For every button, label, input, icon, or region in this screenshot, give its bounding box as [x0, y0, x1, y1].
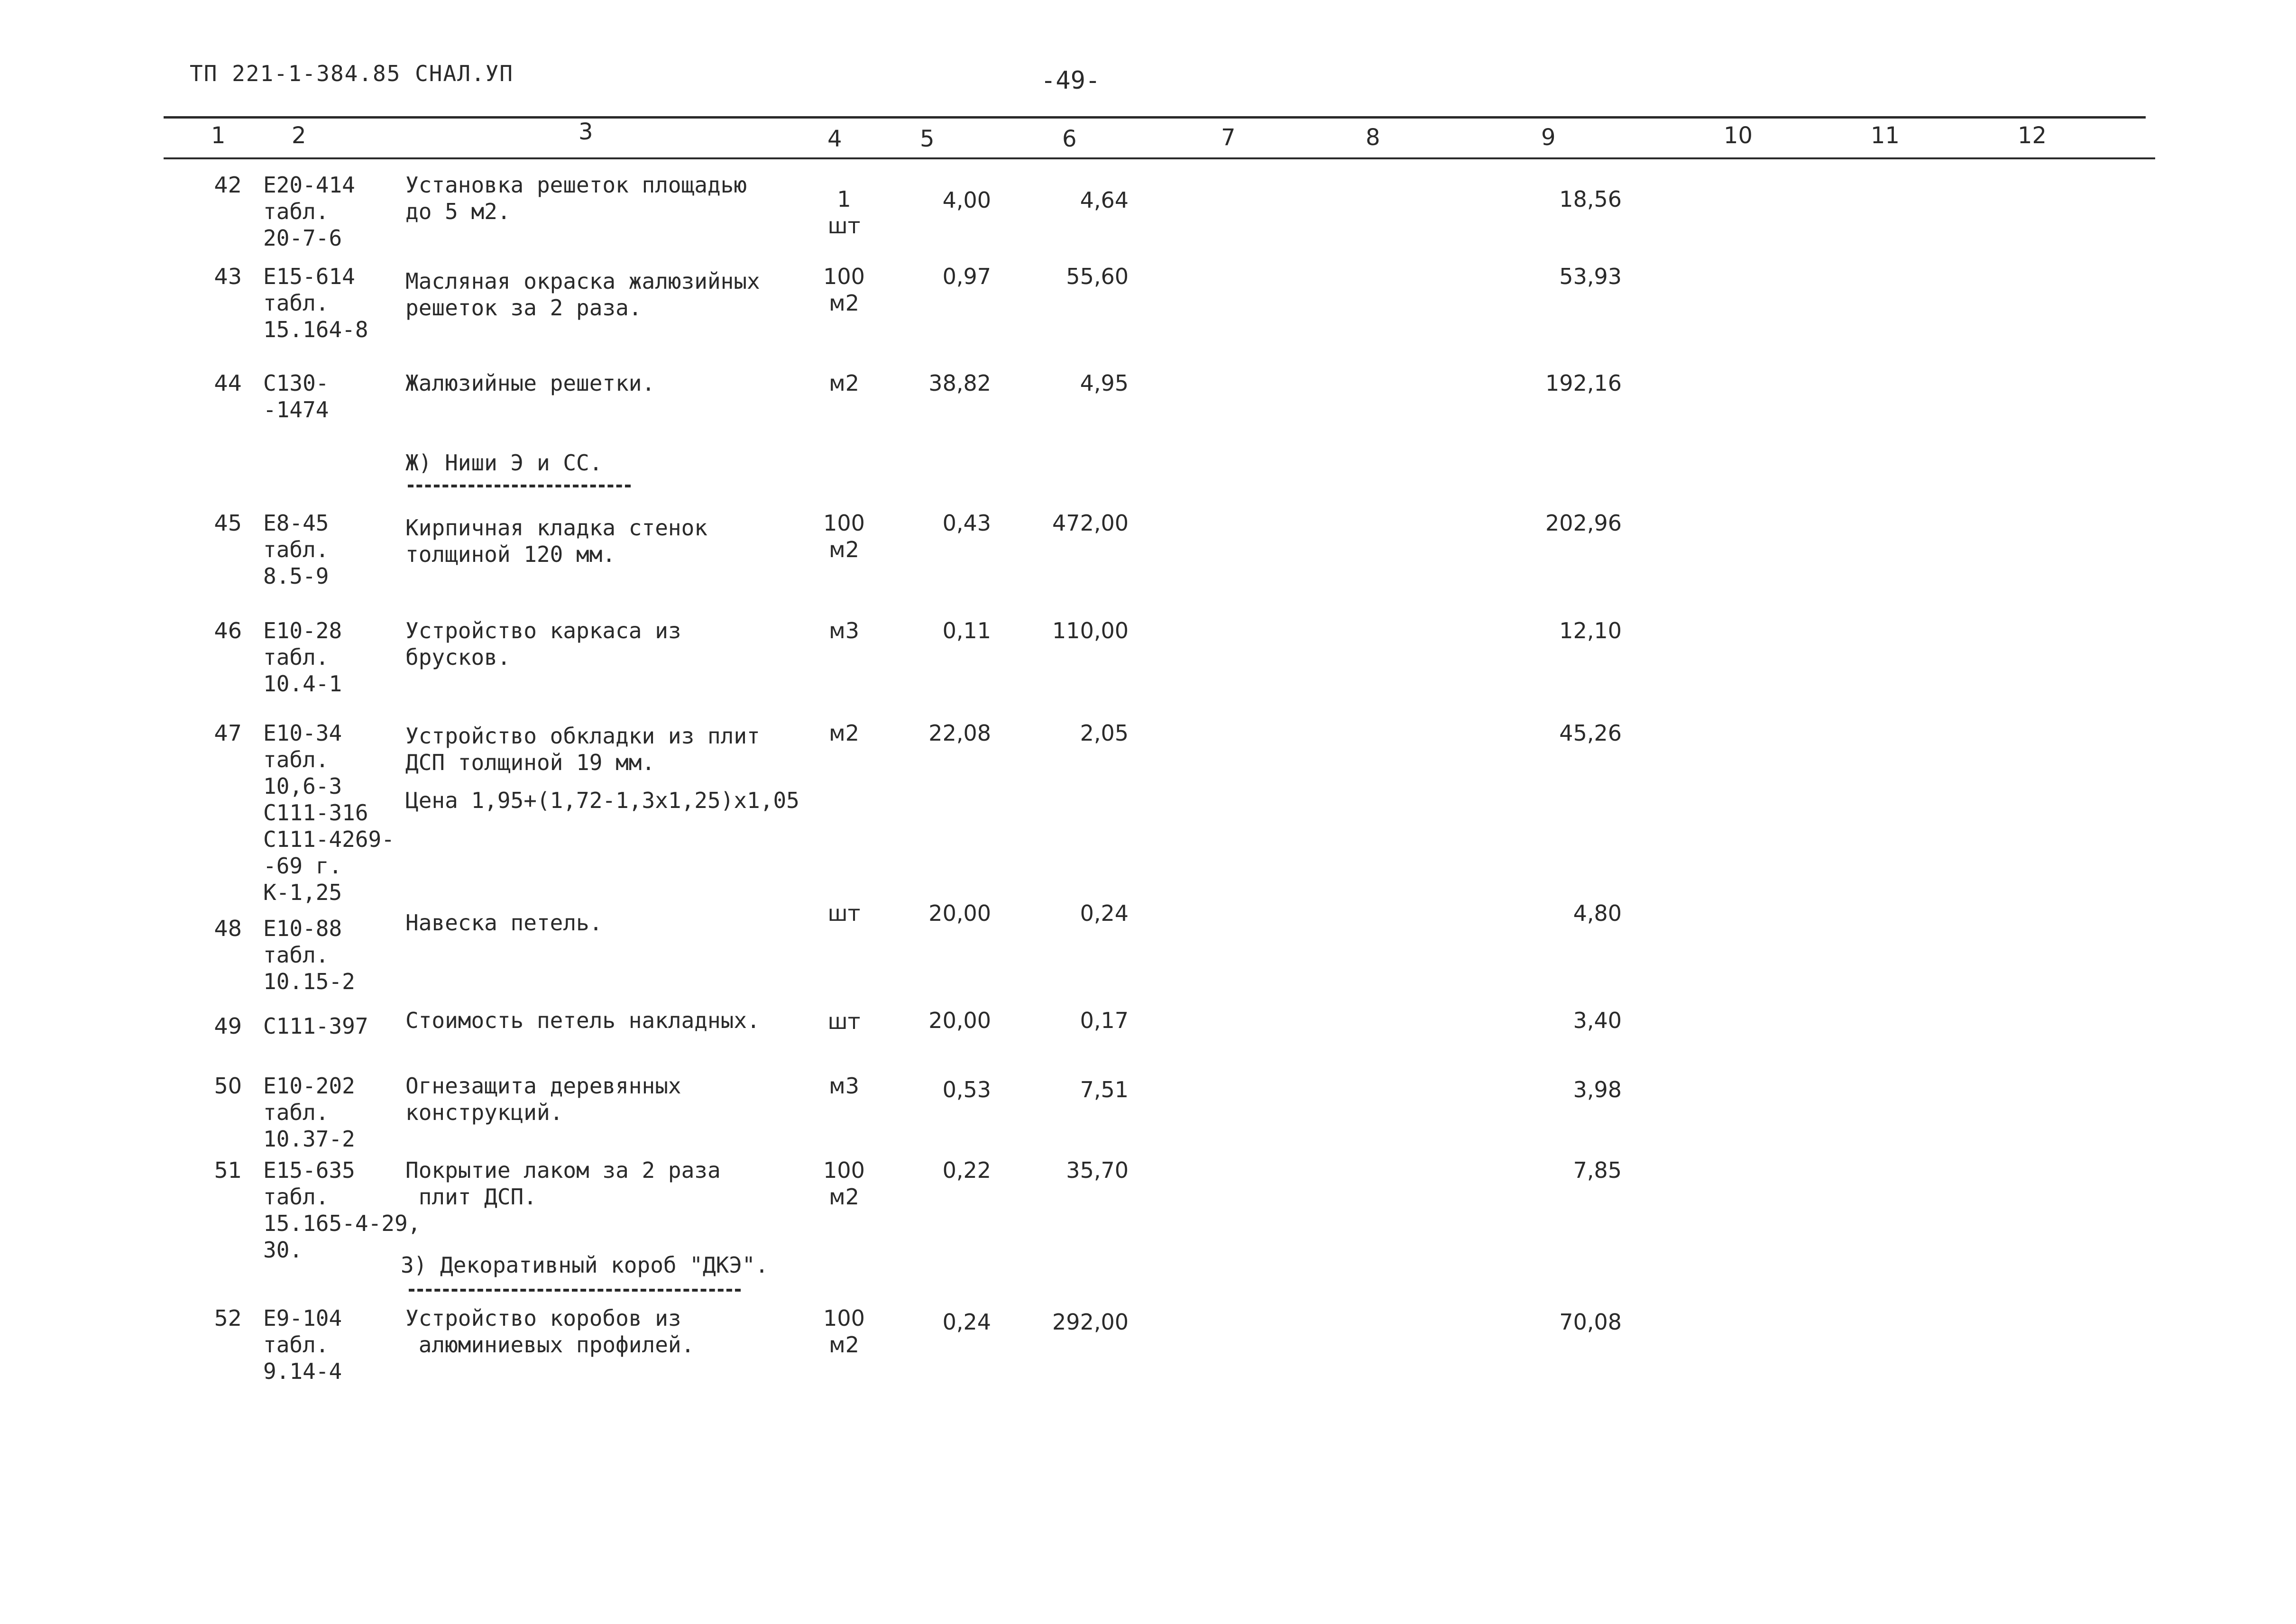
unit-price: 55,60 [1066, 264, 1129, 289]
total-cost: 7,85 [1573, 1157, 1622, 1183]
row-number: 42 [214, 172, 242, 198]
quantity: 0,97 [942, 264, 991, 289]
norm-code: Е10-202 табл. 10.37-2 [263, 1073, 355, 1152]
work-description: Жалюзийные решетки. [405, 370, 655, 396]
unit: 100 м2 [823, 1305, 865, 1358]
quantity: 0,53 [942, 1077, 991, 1102]
row-number: 52 [214, 1305, 242, 1331]
norm-code: Е10-34 табл. 10,6-3 С111-316 С111-4269- -69 г. К-1,25 [263, 720, 395, 905]
unit-price: 472,00 [1052, 510, 1129, 536]
quantity: 4,00 [942, 187, 991, 213]
quantity: 0,24 [942, 1309, 991, 1335]
column-number: 6 [1062, 126, 1077, 152]
norm-code: С111-397 [263, 1013, 368, 1039]
unit-price: 35,70 [1066, 1157, 1129, 1183]
section-heading: З) Декоративный короб "ДКЭ". [401, 1252, 769, 1278]
quantity: 20,00 [928, 1008, 991, 1033]
column-number: 1 [211, 122, 226, 149]
column-number: 10 [1724, 122, 1753, 149]
work-description: Огнезащита деревянных конструкций. [405, 1073, 681, 1125]
total-cost: 45,26 [1559, 720, 1622, 746]
table-top-rule [164, 116, 2146, 119]
row-number: 49 [214, 1013, 242, 1039]
quantity: 22,08 [928, 720, 991, 746]
column-number: 8 [1366, 124, 1380, 151]
unit: шт [827, 1009, 861, 1034]
unit-price: 110,00 [1052, 618, 1129, 643]
norm-code: Е10-28 табл. 10.4-1 [263, 618, 342, 697]
norm-code: Е9-104 табл. 9.14-4 [263, 1305, 342, 1384]
column-number: 4 [827, 126, 842, 152]
unit: м3 [829, 618, 859, 643]
unit-price: 4,64 [1080, 187, 1129, 213]
unit: м3 [829, 1073, 859, 1099]
section-heading: Ж) Ниши Э и СС. [405, 450, 603, 476]
work-description: Покрытие лаком за 2 раза плит ДСП. [405, 1157, 721, 1210]
row-number: 43 [214, 264, 242, 289]
quantity: 20,00 [928, 900, 991, 926]
total-cost: 3,98 [1573, 1077, 1622, 1102]
total-cost: 70,08 [1559, 1309, 1622, 1335]
total-cost: 53,93 [1559, 264, 1622, 289]
unit-price: 4,95 [1080, 370, 1129, 396]
table-header-rule [164, 157, 2155, 159]
unit-price: 0,24 [1080, 900, 1129, 926]
work-description: Устройство обкладки из плит ДСП толщиной 19 мм. [405, 723, 760, 775]
quantity: 0,11 [942, 618, 991, 643]
column-number: 3 [579, 119, 593, 145]
row-number: 44 [214, 370, 242, 396]
column-number: 11 [1871, 122, 1900, 149]
page-number: -49- [1041, 66, 1101, 95]
column-number: 7 [1221, 124, 1236, 151]
row-number: 45 [214, 510, 242, 536]
row-number: 48 [214, 916, 242, 941]
price-formula: Цена 1,95+(1,72-1,3х1,25)х1,05 [405, 788, 799, 813]
work-description: Кирпичная кладка стенок толщиной 120 мм. [405, 515, 707, 567]
work-description: Устройство коробов из алюминиевых профилей. [405, 1305, 695, 1358]
total-cost: 192,16 [1545, 370, 1622, 396]
norm-code: Е10-88 табл. 10.15-2 [263, 916, 355, 994]
unit: шт [827, 900, 861, 926]
work-description: Навеска петель. [405, 910, 603, 936]
column-number: 5 [920, 126, 935, 152]
quantity: 0,43 [942, 510, 991, 536]
unit: 100 м2 [823, 510, 865, 562]
column-number: 9 [1541, 124, 1556, 151]
row-number: 50 [214, 1073, 242, 1099]
work-description: Установка решеток площадью до 5 м2. [405, 172, 747, 224]
unit-price: 0,17 [1080, 1008, 1129, 1033]
section-underline [408, 485, 631, 487]
document-code: ТП 221-1-384.85 СНАЛ.УП [190, 61, 514, 86]
norm-code: Е15-635 табл. 15.165-4-29, 30. [263, 1157, 421, 1263]
norm-code: Е20-414 табл. 20-7-6 [263, 172, 355, 251]
unit-price: 2,05 [1080, 720, 1129, 746]
norm-code: Е8-45 табл. 8.5-9 [263, 510, 329, 589]
total-cost: 12,10 [1559, 618, 1622, 643]
total-cost: 4,80 [1573, 900, 1622, 926]
unit: м2 [829, 370, 859, 396]
unit: м2 [829, 720, 859, 746]
column-number: 12 [2018, 122, 2047, 149]
work-description: Стоимость петель накладных. [405, 1008, 760, 1033]
quantity: 38,82 [928, 370, 991, 396]
unit-price: 292,00 [1052, 1309, 1129, 1335]
unit-price: 7,51 [1080, 1077, 1129, 1102]
norm-code: С130- -1474 [263, 370, 329, 422]
unit: 100 м2 [823, 1157, 865, 1210]
norm-code: Е15-614 табл. 15.164-8 [263, 264, 368, 342]
work-description: Устройство каркаса из брусков. [405, 618, 681, 670]
column-number: 2 [292, 122, 306, 149]
unit: 100 м2 [823, 264, 865, 316]
unit: 1 шт [827, 186, 861, 239]
row-number: 51 [214, 1157, 242, 1183]
quantity: 0,22 [942, 1157, 991, 1183]
total-cost: 202,96 [1545, 510, 1622, 536]
total-cost: 18,56 [1559, 186, 1622, 212]
total-cost: 3,40 [1573, 1008, 1622, 1033]
row-number: 46 [214, 618, 242, 643]
work-description: Масляная окраска жалюзийных решеток за 2 раза. [405, 268, 760, 321]
row-number: 47 [214, 720, 242, 746]
section-underline [409, 1289, 741, 1292]
